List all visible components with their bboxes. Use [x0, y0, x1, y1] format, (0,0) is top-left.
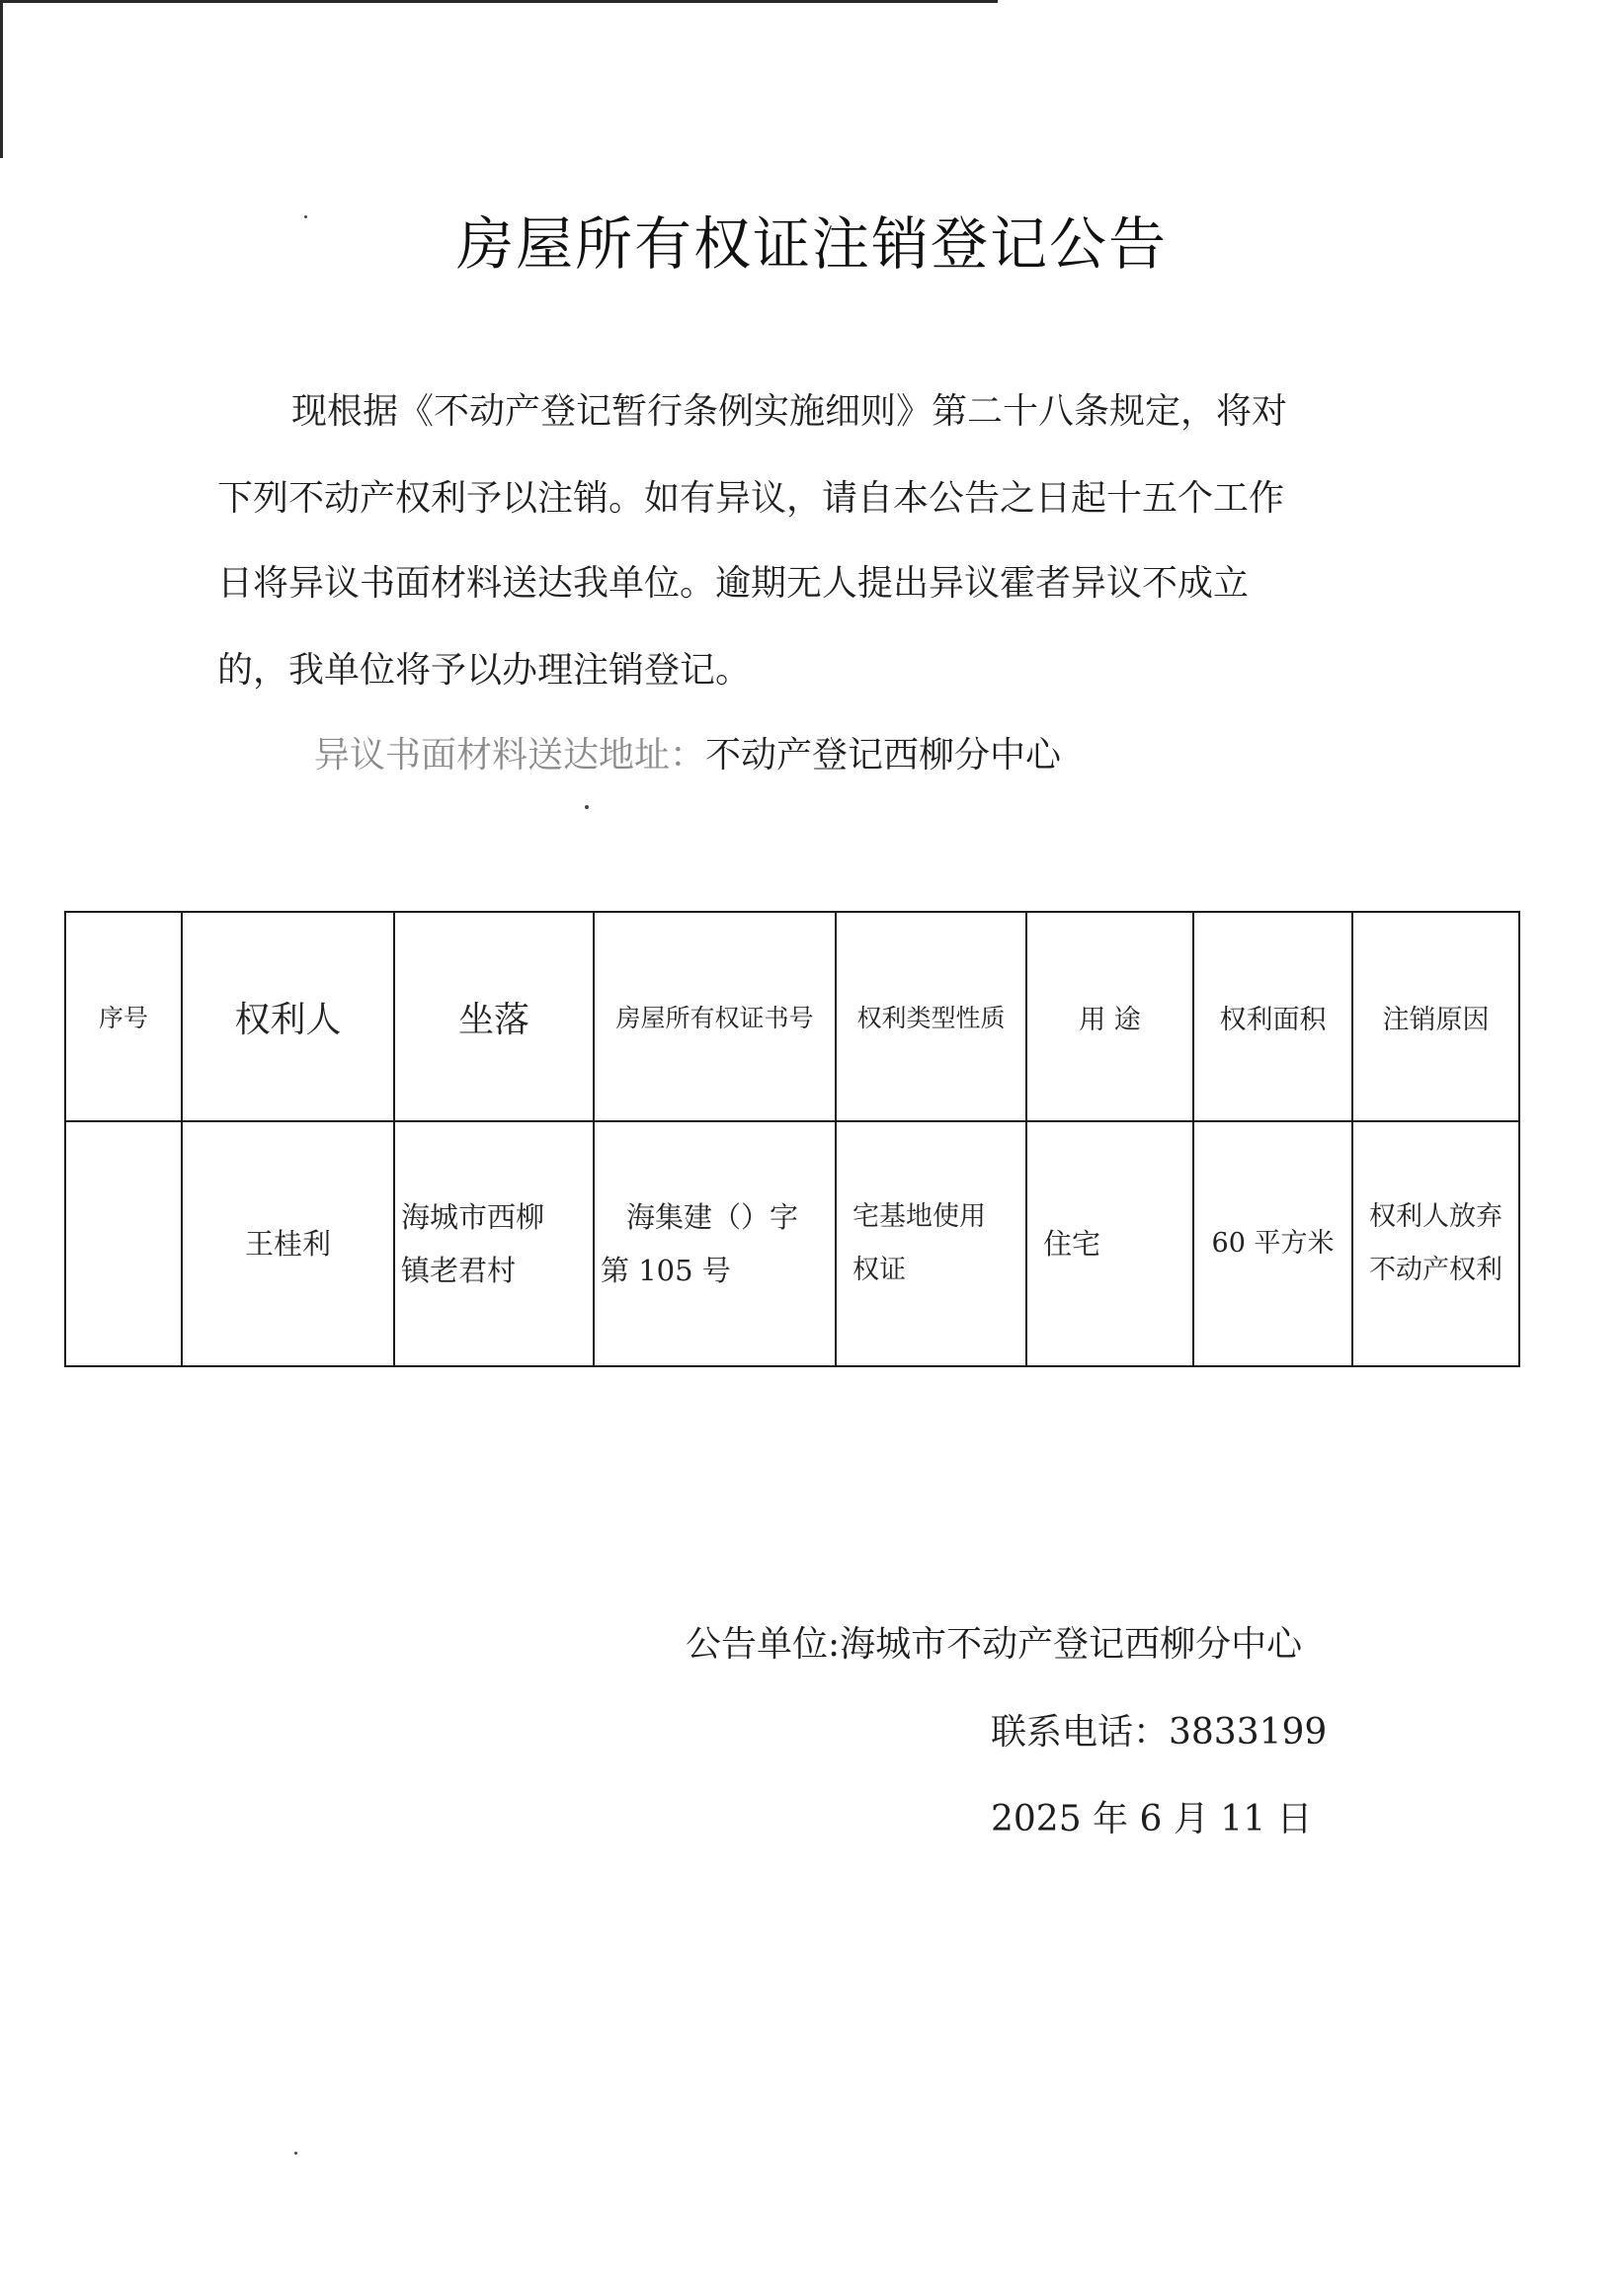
cell-location	[394, 1121, 594, 1366]
header-reason: 注销原因	[1352, 912, 1519, 1121]
cell-area: 60 平方米	[1193, 1121, 1352, 1366]
header-serial: 序号	[65, 912, 182, 1121]
header-right-holder: 权利人	[182, 912, 394, 1121]
header-area: 权利面积	[1193, 912, 1352, 1121]
reason-line-2: 不动产权利	[1369, 1255, 1502, 1285]
notice-date: 2025 年 6 月 11 日	[991, 1799, 1313, 1839]
cell-cert-no	[594, 1121, 836, 1366]
cell-serial	[65, 1121, 182, 1366]
header-usage: 用 途	[1026, 912, 1193, 1121]
cert-line-1: 海集建（）字	[626, 1200, 799, 1234]
cell-right-type	[836, 1121, 1026, 1366]
scan-border-left	[0, 0, 3, 158]
address-value: 不动产登记西柳分中心	[705, 735, 1062, 776]
reason-line-1: 权利人放弃	[1369, 1201, 1502, 1232]
issuing-unit: 公告单位:海城市不动产登记西柳分中心	[686, 1624, 1303, 1665]
paragraph-line-2: 下列不动产权利予以注销。如有异议，请自本公告之日起十五个工作	[217, 478, 1285, 519]
paragraph-line-4: 的，我单位将予以办理注销登记。	[217, 650, 752, 691]
address-line	[314, 727, 1460, 777]
table-header-row	[65, 912, 1519, 1121]
cert-line-2: 第 105 号	[601, 1254, 731, 1287]
header-right-type: 权利类型性质	[836, 912, 1026, 1121]
paragraph-line-1: 现根据《不动产登记暂行条例实施细则》第二十八条规定，将对	[291, 391, 1288, 432]
cell-right-holder: 王桂利	[182, 1121, 394, 1366]
cell-usage: 住宅	[1026, 1121, 1193, 1366]
right-type-line-1: 宅基地使用	[853, 1201, 986, 1232]
scan-speck	[585, 805, 589, 809]
cancellation-table	[64, 911, 1520, 1367]
header-cert-no: 房屋所有权证书号	[594, 912, 836, 1121]
address-label: 异议书面材料送达地址：	[314, 735, 706, 776]
paragraph-line-3: 日将异议书面材料送达我单位。逾期无人提出异议霍者异议不成立	[217, 563, 1250, 604]
contact-phone: 联系电话：3833199	[991, 1712, 1328, 1753]
scan-border-top	[0, 0, 998, 3]
cell-reason	[1352, 1121, 1519, 1366]
location-line-2: 镇老君村	[401, 1254, 517, 1287]
header-location: 坐落	[394, 912, 594, 1121]
document-title: 房屋所有权证注销登记公告	[455, 210, 1168, 278]
scan-speck	[294, 2152, 297, 2155]
right-type-line-2: 权证	[853, 1255, 906, 1285]
table-row	[65, 1121, 1519, 1366]
scan-speck	[304, 215, 307, 218]
location-line-1: 海城市西柳	[401, 1200, 545, 1234]
